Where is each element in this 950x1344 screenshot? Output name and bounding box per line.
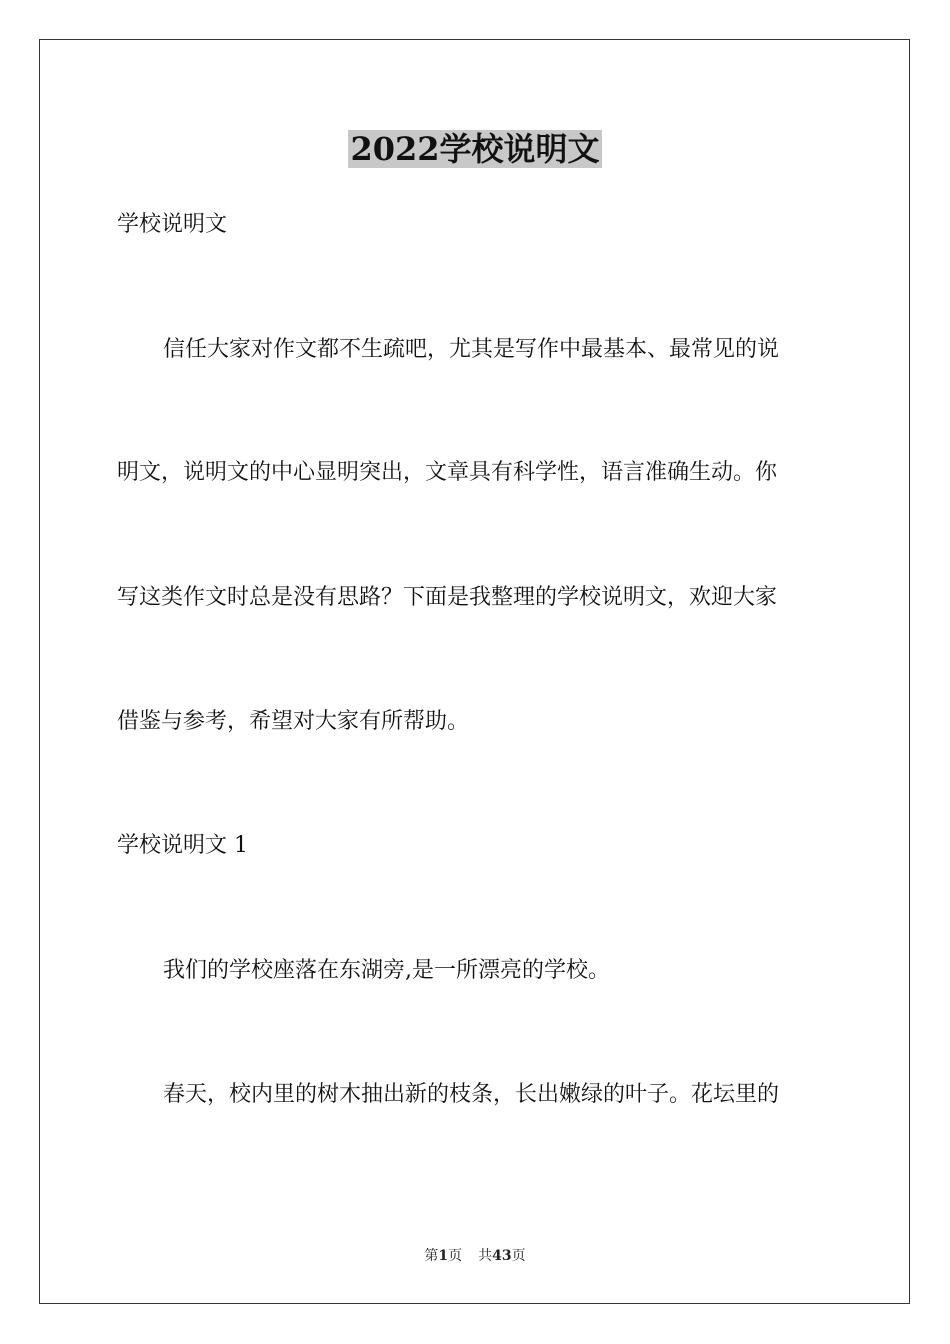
document-title: [0, 128, 950, 170]
section-heading: 学校说明文 1: [117, 833, 248, 858]
paragraph-line: 明文，说明文的中心显明突出，文章具有科学性，语言准确生动。你: [117, 460, 778, 485]
paragraph-line: 我们的学校座落在东湖旁,是一所漂亮的学校。: [163, 958, 610, 983]
section-heading: 学校说明文: [117, 212, 228, 237]
page-number: 1: [438, 1248, 449, 1264]
paragraph-line: 信任大家对作文都不生疏吧，尤其是写作中最基本、最常见的说: [163, 337, 780, 362]
paragraph-line: 借鉴与参考，希望对大家有所帮助。: [117, 709, 470, 734]
page-label-suffix: 页: [448, 1248, 463, 1264]
paragraph-line: 写这类作文时总是没有思路？下面是我整理的学校说明文，欢迎大家: [117, 585, 778, 610]
document-title-text: 2022学校说明文: [350, 130, 600, 168]
total-pages: 43: [492, 1248, 512, 1264]
paragraph-line: 春天，校内里的树木抽出新的枝条，长出嫩绿的叶子。花坛里的: [163, 1082, 780, 1107]
page-footer: [0, 1246, 950, 1266]
total-label-suffix: 页: [511, 1248, 526, 1264]
page-label-prefix: 第: [424, 1248, 439, 1264]
total-label-prefix: 共: [478, 1248, 493, 1264]
